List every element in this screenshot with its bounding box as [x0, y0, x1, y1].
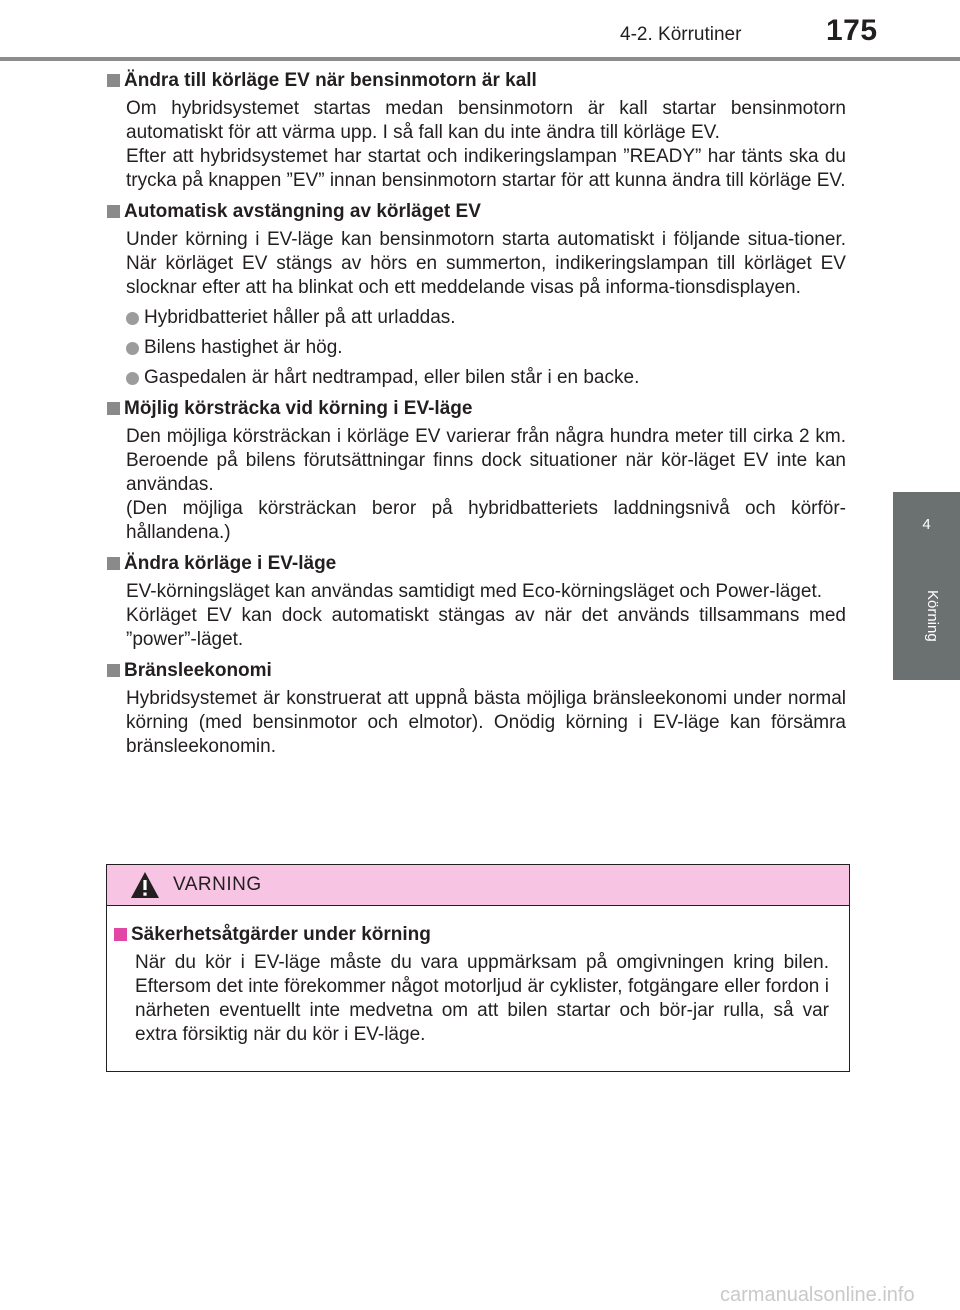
watermark: carmanualsonline.info — [720, 1284, 915, 1306]
paragraph: Körläget EV kan dock automatiskt stängas av när det används tillsammans med ”power”-läget. — [126, 605, 846, 650]
section-heading: Möjlig körsträcka vid körning i EV-läge — [106, 396, 846, 421]
section-fuel-economy — [106, 658, 846, 759]
circle-bullet-icon — [126, 372, 139, 385]
warning-label: VARNING — [173, 874, 262, 895]
warning-header — [107, 865, 849, 906]
square-bullet-icon — [114, 928, 127, 941]
warning-box — [106, 864, 850, 1072]
paragraph: Den möjliga körsträckan i körläge EV varierar från några hundra meter till cirka 2 km. Beroende på bilens förutsättningar finns dock situationer när kör-läget EV inte kan användas. — [126, 426, 846, 495]
list-item: Bilens hastighet är hög. — [106, 336, 846, 360]
list-item: Gaspedalen är hårt nedtrampad, eller bilen står i en backe. — [106, 366, 846, 390]
page-header — [0, 0, 960, 62]
section-heading: Bränsleekonomi — [106, 658, 846, 683]
paragraph: (Den möjliga körsträckan beror på hybridbatteriets laddningsnivå och körför-hållandena.) — [126, 498, 846, 543]
paragraph: EV-körningsläget kan användas samtidigt med Eco-körningsläget och Power-läget. — [126, 581, 822, 602]
square-bullet-icon — [107, 664, 120, 677]
warning-text: När du kör i EV-läge måste du vara uppmärksam på omgivningen kring bilen. Eftersom det inte förekommer något motorljud är cyklister, fotgängare eller fordon i närheten eventuellt inte medvetna om att bilen startar och bör-jar rulla, så var extra försiktig när du kör i EV-läge. — [135, 952, 829, 1045]
square-bullet-icon — [107, 557, 120, 570]
section-heading: Ändra till körläge EV när bensinmotorn är kall — [106, 68, 846, 93]
paragraph: Under körning i EV-läge kan bensinmotorn starta automatiskt i följande situa-tioner. När körläget EV stängs av hörs en summerton, indikeringslampan till körläget EV slocknar efter att ha blinkat och ett meddelande visas på informa-tionsdisplayen. — [126, 229, 846, 298]
section-heading: Automatisk avstängning av körläget EV — [106, 199, 846, 224]
circle-bullet-icon — [126, 312, 139, 325]
header-divider — [0, 57, 960, 61]
square-bullet-icon — [107, 205, 120, 218]
warning-body — [107, 906, 849, 1047]
paragraph: Efter att hybridsystemet har startat och indikeringslampan ”READY” har tänts ska du trycka på knappen ”EV” innan bensinmotorn startar för att kunna ändra till körläge EV. — [126, 146, 846, 191]
list-item: Hybridbatteriet håller på att urladdas. — [106, 306, 846, 330]
section-title: 4-2. Körrutiner — [620, 24, 742, 45]
chapter-label: Körning — [924, 590, 941, 642]
circle-bullet-icon — [126, 342, 139, 355]
section-range — [106, 396, 846, 545]
section-heading: Ändra körläge i EV-läge — [106, 551, 846, 576]
paragraph: Hybridsystemet är konstruerat att uppnå bästa möjliga bränsleekonomi under normal körning (med bensinmotor och elmotor). Onödig körning i EV-läge kan försämra bränsleekonomin. — [126, 688, 846, 757]
warning-heading: Säkerhetsåtgärder under körning — [111, 922, 829, 947]
section-auto-shutoff — [106, 199, 846, 390]
main-content — [106, 68, 846, 765]
warning-triangle-icon — [130, 871, 160, 899]
page-number: 175 — [826, 14, 878, 47]
paragraph: Om hybridsystemet startas medan bensinmotorn är kall startar bensinmotorn automatiskt för att värma upp. I så fall kan du inte ändra till körläge EV. — [126, 98, 846, 143]
section-change-mode — [106, 551, 846, 652]
square-bullet-icon — [107, 402, 120, 415]
chapter-number: 4 — [922, 516, 931, 533]
square-bullet-icon — [107, 74, 120, 87]
section-cold-engine — [106, 68, 846, 193]
